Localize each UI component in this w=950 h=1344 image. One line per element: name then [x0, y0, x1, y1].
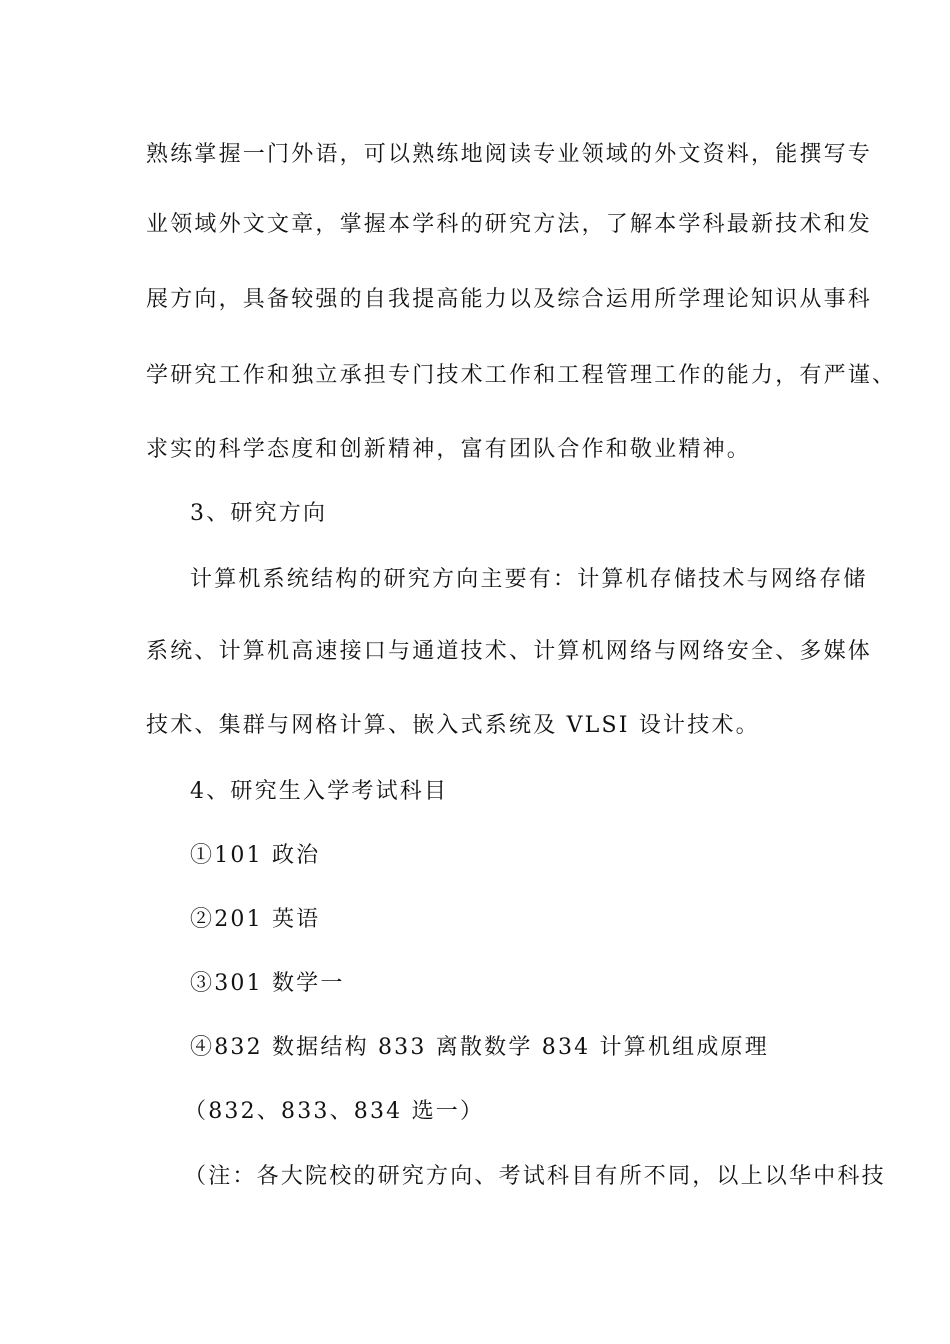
exam-subject-item: ②201 英语 — [190, 907, 321, 932]
paragraph-line: 求实的科学态度和创新精神，富有团队合作和敬业精神。 — [146, 437, 752, 462]
choice-note: （832、833、834 选一） — [184, 1099, 485, 1124]
paragraph-line: 学研究工作和独立承担专门技术工作和工程管理工作的能力，有严谨、 — [146, 363, 897, 388]
exam-subject-item: ③301 数学一 — [190, 971, 345, 996]
paragraph-line: 系统、计算机高速接口与通道技术、计算机网络与网络安全、多媒体 — [146, 639, 873, 664]
exam-subject-item: ①101 政治 — [190, 843, 321, 868]
paragraph-line: 熟练掌握一门外语，可以熟练地阅读专业领域的外文资料，能撰写专 — [146, 142, 873, 167]
section-heading-exam-subjects: 4、研究生入学考试科目 — [190, 779, 449, 804]
paragraph-line: 业领域外文文章，掌握本学科的研究方法，了解本学科最新技术和发 — [146, 212, 873, 237]
exam-subject-item: ④832 数据结构 833 离散数学 834 计算机组成原理 — [190, 1035, 769, 1060]
section-heading-research-direction: 3、研究方向 — [190, 501, 328, 526]
paragraph-line: 计算机系统结构的研究方向主要有：计算机存储技术与网络存储 — [190, 567, 868, 592]
footnote: （注：各大院校的研究方向、考试科目有所不同，以上以华中科技 — [184, 1164, 886, 1189]
paragraph-line: 展方向，具备较强的自我提高能力以及综合运用所学理论知识从事科 — [146, 287, 873, 312]
paragraph-line: 技术、集群与网格计算、嵌入式系统及 VLSI 设计技术。 — [146, 713, 760, 738]
